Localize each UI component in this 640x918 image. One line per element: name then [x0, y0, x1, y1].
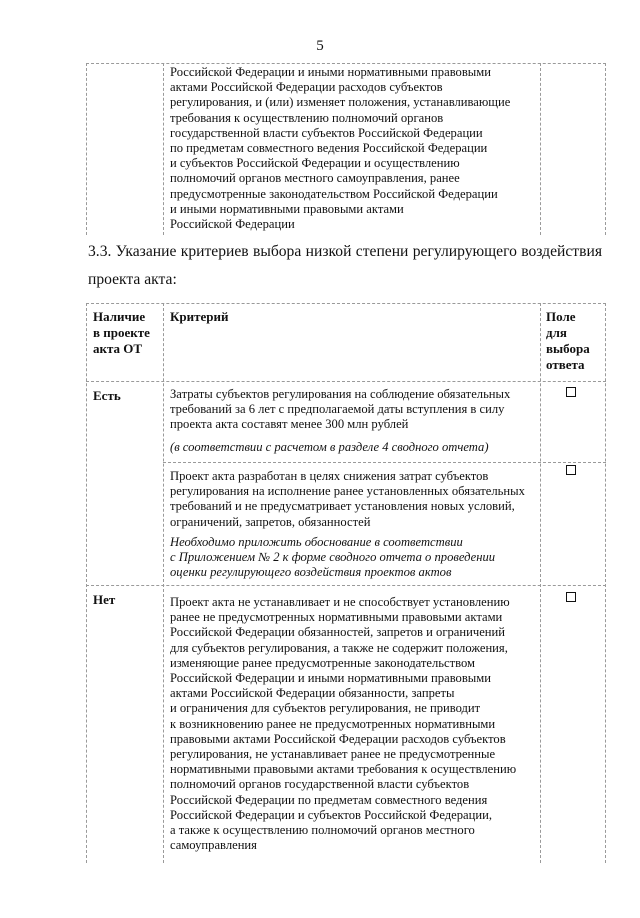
text-line: проекта акта составят менее 300 млн рублей — [170, 417, 409, 432]
table-divider — [163, 303, 164, 863]
text-line: Российской Федерации по предметам совместного ведения — [170, 792, 488, 807]
header-presence — [93, 309, 150, 357]
text-line: и иными нормативными правовыми актами — [170, 201, 404, 216]
text-line: с Приложением № 2 к форме сводного отчета о проведении — [170, 550, 496, 565]
text-line: Необходимо приложить обоснование в соответствии — [170, 535, 463, 549]
header-answer-field — [546, 309, 590, 373]
header-line: для — [546, 325, 567, 340]
text-line: изменяющие ранее предусмотренные законодательством — [170, 655, 476, 670]
criterion-note — [170, 535, 495, 581]
criterion-text — [170, 387, 510, 433]
row-presence-no: Нет — [93, 592, 116, 607]
header-line: Наличие — [93, 309, 146, 324]
text-line: Российской Федерации и иными нормативными правовыми — [170, 65, 491, 79]
top-table-divider — [163, 63, 164, 235]
text-line: предусмотренные законодательством Российской Федерации — [170, 186, 498, 201]
text-line: регулирования, не устанавливает ранее не предусмотренные — [170, 747, 496, 762]
criterion-note — [170, 440, 489, 455]
text-line: (в соответствии с расчетом в разделе 4 сводного отчета) — [170, 440, 489, 454]
text-line: регулирования, и (или) изменяет положения, устанавливающие — [170, 95, 511, 110]
header-line: ответа — [546, 357, 585, 372]
answer-checkbox[interactable] — [566, 387, 576, 397]
text-line: правовыми актами Российской Федерации расходов субъектов — [170, 731, 506, 746]
top-table-left-border — [86, 63, 87, 235]
top-table-border — [86, 63, 606, 64]
header-line: акта ОТ — [93, 341, 143, 356]
table-right-border — [605, 303, 606, 863]
text-line: а также к осуществлению полномочий органов местного — [170, 823, 475, 838]
text-line: к возникновению ранее не предусмотренных нормативными — [170, 716, 496, 731]
text-line: самоуправления — [170, 838, 257, 853]
text-line: государственной власти субъектов Российской Федерации — [170, 125, 483, 140]
top-table-right-border — [605, 63, 606, 235]
table-left-border — [86, 303, 87, 863]
text-line: Российской Федерации — [170, 217, 295, 232]
text-line: для субъектов регулирования, а также не содержит положения, — [170, 640, 508, 655]
section-heading: 3.3. Указание критериев выбора низкой степени регулирующего воздействия проекта акта: — [88, 243, 602, 288]
text-line: актами Российской Федерации обязанности, запреты — [170, 686, 455, 701]
text-line: полномочий органов местного самоуправления, ранее — [170, 171, 460, 186]
answer-checkbox[interactable] — [566, 592, 576, 602]
text-line: по предметам совместного ведения Российской Федерации — [170, 141, 488, 156]
text-line: Российской Федерации и иными нормативными правовыми — [170, 671, 491, 686]
table-border — [86, 303, 606, 304]
text-line: нормативными правовыми актами требования к осуществлению — [170, 762, 517, 777]
text-line: и субъектов Российской Федерации и осуществлению — [170, 156, 460, 171]
text-line: требований и не предусматривает установления новых условий, — [170, 499, 515, 514]
text-line: и ограничения для субъектов регулирования, не приводит — [170, 701, 481, 716]
top-cell-text — [170, 65, 510, 232]
text-line: Проект акта разработан в целях снижения затрат субъектов — [170, 469, 489, 483]
header-line: в проекте — [93, 325, 150, 340]
text-line: Проект акта не устанавливает и не способствует установлению — [170, 595, 510, 609]
top-table-divider — [540, 63, 541, 235]
text-line: полномочий органов государственной власти субъектов — [170, 777, 470, 792]
text-line: Российской Федерации и субъектов Российской Федерации, — [170, 807, 492, 822]
criterion-text — [170, 469, 525, 530]
text-line: ранее не предусмотренных нормативными правовыми актами — [170, 610, 503, 625]
table-border — [86, 585, 606, 586]
criterion-text — [170, 595, 516, 853]
text-line: актами Российской Федерации расходов субъектов — [170, 80, 443, 95]
page-number: 5 — [316, 38, 324, 54]
row-presence-yes: Есть — [93, 388, 121, 403]
text-line: оценки регулирующего воздействия проектов актов — [170, 565, 452, 580]
table-border — [86, 381, 606, 382]
text-line: Затраты субъектов регулирования на соблюдение обязательных — [170, 387, 511, 401]
text-line: Российской Федерации обязанностей, запретов и ограничений — [170, 625, 506, 640]
text-line: требования к осуществлению полномочий органов — [170, 110, 444, 125]
text-line: ограничений, запретов, обязанностей — [170, 514, 371, 529]
answer-checkbox[interactable] — [566, 465, 576, 475]
table-divider — [540, 303, 541, 863]
header-criterion: Критерий — [170, 309, 229, 324]
text-line: требований за 6 лет с предполагаемой даты вступления в силу — [170, 402, 505, 417]
text-line: регулирования на исполнение ранее установленных обязательных — [170, 484, 525, 499]
header-line: выбора — [546, 341, 590, 356]
header-line: Поле — [546, 309, 576, 324]
